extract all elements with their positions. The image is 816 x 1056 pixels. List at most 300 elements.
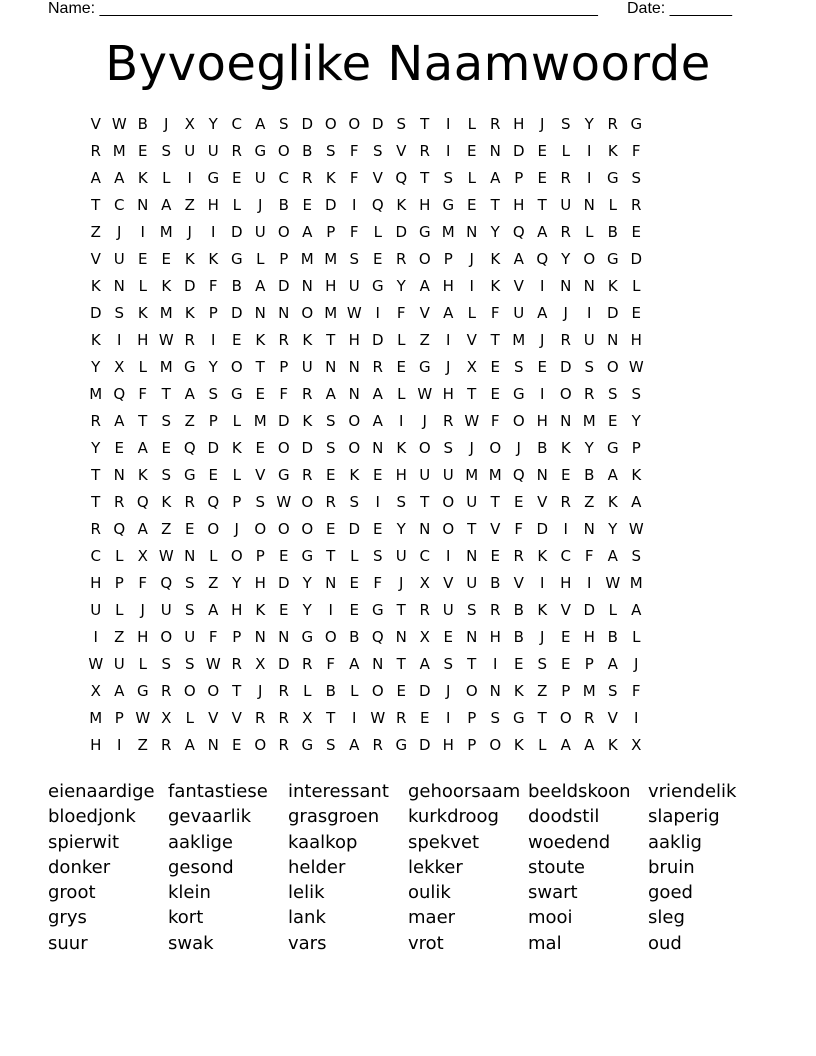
- grid-letter[interactable]: C: [278, 169, 289, 187]
- grid-letter[interactable]: N: [583, 277, 595, 295]
- grid-letter[interactable]: N: [254, 304, 266, 322]
- grid-letter[interactable]: S: [584, 358, 595, 376]
- grid-letter[interactable]: M: [159, 304, 173, 322]
- grid-letter[interactable]: D: [301, 115, 314, 133]
- grid-letter[interactable]: K: [490, 277, 501, 295]
- grid-letter[interactable]: E: [114, 439, 124, 457]
- grid-letter[interactable]: O: [324, 628, 337, 646]
- grid-letter[interactable]: G: [136, 682, 149, 700]
- grid-letter[interactable]: W: [628, 520, 644, 538]
- grid-letter[interactable]: I: [469, 277, 474, 295]
- grid-letter[interactable]: F: [326, 655, 336, 673]
- grid-letter[interactable]: R: [302, 466, 313, 484]
- grid-letter[interactable]: E: [631, 223, 641, 241]
- grid-letter[interactable]: O: [489, 439, 502, 457]
- grid-letter[interactable]: D: [536, 520, 549, 538]
- grid-letter[interactable]: O: [277, 142, 290, 160]
- grid-letter[interactable]: W: [135, 709, 151, 727]
- grid-letter[interactable]: F: [631, 142, 641, 160]
- grid-letter[interactable]: G: [230, 250, 243, 268]
- grid-letter[interactable]: E: [608, 412, 618, 430]
- grid-letter[interactable]: O: [442, 493, 455, 511]
- name-field[interactable]: Name: ________________________________________________________: [48, 0, 598, 17]
- grid-letter[interactable]: D: [371, 331, 384, 349]
- grid-letter[interactable]: A: [607, 466, 618, 484]
- grid-letter[interactable]: T: [467, 520, 477, 538]
- grid-letter[interactable]: R: [372, 736, 383, 754]
- grid-letter[interactable]: L: [303, 682, 312, 700]
- grid-letter[interactable]: P: [208, 412, 218, 430]
- grid-letter[interactable]: E: [349, 574, 359, 592]
- grid-letter[interactable]: A: [325, 385, 336, 403]
- grid-letter[interactable]: L: [350, 547, 359, 565]
- grid-letter[interactable]: H: [513, 115, 525, 133]
- grid-letter[interactable]: P: [114, 574, 124, 592]
- grid-letter[interactable]: S: [607, 385, 618, 403]
- grid-letter[interactable]: E: [443, 628, 453, 646]
- grid-letter[interactable]: H: [231, 601, 243, 619]
- grid-letter[interactable]: S: [184, 574, 195, 592]
- grid-letter[interactable]: O: [301, 520, 314, 538]
- grid-letter[interactable]: L: [232, 412, 241, 430]
- grid-letter[interactable]: Y: [302, 574, 312, 592]
- grid-letter[interactable]: D: [207, 439, 220, 457]
- grid-letter[interactable]: S: [255, 493, 266, 511]
- grid-letter[interactable]: A: [513, 250, 524, 268]
- grid-letter[interactable]: U: [583, 331, 595, 349]
- grid-letter[interactable]: O: [559, 709, 572, 727]
- grid-letter[interactable]: N: [372, 655, 384, 673]
- grid-letter[interactable]: L: [608, 601, 617, 619]
- grid-letter[interactable]: S: [631, 385, 642, 403]
- grid-letter[interactable]: F: [208, 628, 218, 646]
- grid-letter[interactable]: V: [419, 304, 430, 322]
- grid-letter[interactable]: K: [607, 277, 618, 295]
- grid-letter[interactable]: X: [255, 655, 266, 673]
- grid-letter[interactable]: E: [396, 358, 406, 376]
- grid-letter[interactable]: M: [629, 574, 643, 592]
- grid-letter[interactable]: J: [469, 439, 474, 457]
- grid-letter[interactable]: G: [277, 466, 290, 484]
- grid-letter[interactable]: T: [161, 385, 171, 403]
- grid-letter[interactable]: I: [540, 385, 545, 403]
- grid-letter[interactable]: E: [326, 466, 336, 484]
- grid-letter[interactable]: Z: [537, 682, 548, 700]
- grid-letter[interactable]: E: [467, 142, 477, 160]
- grid-letter[interactable]: L: [162, 169, 171, 187]
- grid-letter[interactable]: Y: [91, 358, 101, 376]
- grid-letter[interactable]: U: [301, 358, 313, 376]
- grid-letter[interactable]: A: [114, 682, 125, 700]
- grid-letter[interactable]: M: [582, 682, 596, 700]
- grid-letter[interactable]: H: [90, 736, 102, 754]
- grid-letter[interactable]: M: [89, 709, 103, 727]
- grid-letter[interactable]: G: [183, 466, 196, 484]
- grid-letter[interactable]: Q: [512, 223, 525, 241]
- grid-letter[interactable]: Z: [184, 412, 195, 430]
- grid-letter[interactable]: R: [560, 331, 571, 349]
- grid-letter[interactable]: U: [348, 277, 360, 295]
- grid-letter[interactable]: R: [231, 655, 242, 673]
- grid-letter[interactable]: P: [114, 709, 124, 727]
- grid-letter[interactable]: S: [443, 169, 454, 187]
- grid-letter[interactable]: N: [184, 547, 196, 565]
- grid-letter[interactable]: J: [634, 655, 639, 673]
- grid-letter[interactable]: J: [422, 412, 427, 430]
- grid-letter[interactable]: E: [373, 250, 383, 268]
- grid-letter[interactable]: V: [443, 574, 454, 592]
- grid-letter[interactable]: R: [231, 142, 242, 160]
- grid-letter[interactable]: C: [114, 196, 125, 214]
- grid-letter[interactable]: P: [279, 250, 289, 268]
- grid-letter[interactable]: Y: [91, 439, 101, 457]
- grid-letter[interactable]: L: [115, 601, 124, 619]
- grid-letter[interactable]: K: [302, 412, 313, 430]
- grid-letter[interactable]: A: [90, 169, 101, 187]
- grid-letter[interactable]: R: [90, 142, 101, 160]
- grid-letter[interactable]: P: [584, 655, 594, 673]
- grid-letter[interactable]: F: [490, 412, 500, 430]
- grid-letter[interactable]: P: [443, 250, 453, 268]
- grid-letter[interactable]: A: [255, 277, 266, 295]
- grid-letter[interactable]: L: [373, 223, 382, 241]
- grid-letter[interactable]: W: [370, 709, 386, 727]
- grid-letter[interactable]: S: [490, 709, 501, 727]
- grid-letter[interactable]: R: [114, 493, 125, 511]
- grid-letter[interactable]: C: [419, 547, 430, 565]
- grid-letter[interactable]: S: [537, 655, 548, 673]
- grid-letter[interactable]: Y: [396, 520, 406, 538]
- grid-letter[interactable]: L: [632, 628, 641, 646]
- grid-letter[interactable]: U: [254, 169, 266, 187]
- grid-letter[interactable]: I: [540, 277, 545, 295]
- grid-letter[interactable]: L: [585, 223, 594, 241]
- grid-letter[interactable]: R: [184, 331, 195, 349]
- grid-letter[interactable]: T: [420, 169, 430, 187]
- grid-letter[interactable]: I: [352, 196, 357, 214]
- grid-letter[interactable]: A: [137, 520, 148, 538]
- grid-letter[interactable]: J: [446, 358, 451, 376]
- grid-letter[interactable]: O: [277, 439, 290, 457]
- grid-letter[interactable]: E: [396, 682, 406, 700]
- grid-letter[interactable]: R: [419, 601, 430, 619]
- grid-letter[interactable]: G: [207, 169, 220, 187]
- grid-letter[interactable]: N: [466, 223, 478, 241]
- grid-letter[interactable]: K: [208, 250, 219, 268]
- grid-letter[interactable]: Z: [184, 196, 195, 214]
- grid-letter[interactable]: O: [465, 682, 478, 700]
- grid-letter[interactable]: I: [563, 520, 568, 538]
- grid-letter[interactable]: T: [91, 493, 101, 511]
- grid-letter[interactable]: B: [607, 628, 618, 646]
- grid-letter[interactable]: E: [279, 601, 289, 619]
- grid-letter[interactable]: W: [417, 385, 433, 403]
- grid-letter[interactable]: A: [114, 412, 125, 430]
- grid-letter[interactable]: Y: [584, 115, 594, 133]
- grid-letter[interactable]: N: [301, 277, 313, 295]
- grid-letter[interactable]: K: [607, 493, 618, 511]
- grid-letter[interactable]: S: [161, 466, 172, 484]
- grid-letter[interactable]: K: [349, 466, 360, 484]
- grid-letter[interactable]: A: [631, 493, 642, 511]
- grid-letter[interactable]: O: [324, 115, 337, 133]
- grid-letter[interactable]: Y: [396, 277, 406, 295]
- grid-letter[interactable]: I: [328, 601, 333, 619]
- grid-letter[interactable]: L: [185, 709, 194, 727]
- grid-letter[interactable]: S: [631, 169, 642, 187]
- grid-letter[interactable]: I: [399, 412, 404, 430]
- grid-letter[interactable]: J: [399, 574, 404, 592]
- grid-letter[interactable]: U: [513, 304, 525, 322]
- grid-letter[interactable]: F: [208, 277, 218, 295]
- grid-letter[interactable]: H: [513, 196, 525, 214]
- grid-letter[interactable]: J: [140, 601, 145, 619]
- grid-letter[interactable]: F: [514, 520, 524, 538]
- grid-letter[interactable]: D: [277, 412, 290, 430]
- grid-letter[interactable]: S: [161, 412, 172, 430]
- grid-letter[interactable]: K: [607, 142, 618, 160]
- grid-letter[interactable]: S: [114, 304, 125, 322]
- grid-letter[interactable]: Z: [208, 574, 219, 592]
- grid-letter[interactable]: E: [232, 169, 242, 187]
- grid-letter[interactable]: D: [277, 574, 290, 592]
- grid-letter[interactable]: G: [606, 250, 619, 268]
- grid-letter[interactable]: V: [231, 709, 242, 727]
- grid-letter[interactable]: J: [469, 250, 474, 268]
- grid-letter[interactable]: N: [419, 520, 431, 538]
- grid-letter[interactable]: P: [232, 493, 242, 511]
- grid-letter[interactable]: X: [161, 709, 172, 727]
- grid-letter[interactable]: U: [254, 223, 266, 241]
- grid-letter[interactable]: X: [466, 358, 477, 376]
- grid-letter[interactable]: Q: [113, 385, 126, 403]
- grid-letter[interactable]: A: [537, 304, 548, 322]
- grid-letter[interactable]: L: [138, 358, 147, 376]
- grid-letter[interactable]: O: [160, 628, 173, 646]
- grid-letter[interactable]: G: [301, 736, 314, 754]
- grid-letter[interactable]: A: [208, 601, 219, 619]
- grid-letter[interactable]: R: [419, 142, 430, 160]
- grid-letter[interactable]: A: [537, 223, 548, 241]
- grid-letter[interactable]: S: [208, 385, 219, 403]
- grid-letter[interactable]: G: [230, 385, 243, 403]
- grid-letter[interactable]: I: [587, 169, 592, 187]
- grid-letter[interactable]: M: [300, 250, 314, 268]
- grid-letter[interactable]: Y: [631, 412, 641, 430]
- grid-letter[interactable]: U: [160, 601, 172, 619]
- grid-letter[interactable]: J: [258, 196, 263, 214]
- grid-letter[interactable]: F: [396, 304, 406, 322]
- grid-letter[interactable]: L: [467, 169, 476, 187]
- grid-letter[interactable]: V: [372, 169, 383, 187]
- grid-letter[interactable]: K: [396, 439, 407, 457]
- grid-letter[interactable]: J: [187, 223, 192, 241]
- grid-letter[interactable]: M: [512, 331, 526, 349]
- grid-letter[interactable]: N: [466, 628, 478, 646]
- grid-letter[interactable]: Q: [183, 439, 196, 457]
- grid-letter[interactable]: F: [279, 385, 289, 403]
- grid-letter[interactable]: N: [348, 358, 360, 376]
- grid-letter[interactable]: D: [277, 655, 290, 673]
- grid-letter[interactable]: R: [372, 358, 383, 376]
- grid-letter[interactable]: A: [161, 196, 172, 214]
- grid-letter[interactable]: E: [561, 628, 571, 646]
- grid-letter[interactable]: S: [513, 358, 524, 376]
- grid-letter[interactable]: E: [255, 439, 265, 457]
- grid-letter[interactable]: W: [88, 655, 104, 673]
- grid-letter[interactable]: G: [183, 358, 196, 376]
- grid-letter[interactable]: B: [537, 439, 548, 457]
- grid-letter[interactable]: N: [207, 736, 219, 754]
- grid-letter[interactable]: H: [442, 277, 454, 295]
- grid-letter[interactable]: J: [234, 520, 239, 538]
- grid-letter[interactable]: Q: [371, 196, 384, 214]
- grid-letter[interactable]: E: [232, 736, 242, 754]
- grid-letter[interactable]: O: [348, 412, 361, 430]
- grid-letter[interactable]: Y: [232, 574, 242, 592]
- grid-letter[interactable]: M: [465, 466, 479, 484]
- grid-letter[interactable]: R: [560, 169, 571, 187]
- grid-letter[interactable]: F: [349, 142, 359, 160]
- grid-letter[interactable]: N: [607, 331, 619, 349]
- grid-letter[interactable]: E: [138, 250, 148, 268]
- grid-letter[interactable]: T: [490, 493, 500, 511]
- grid-letter[interactable]: B: [137, 115, 148, 133]
- grid-letter[interactable]: G: [606, 169, 619, 187]
- grid-letter[interactable]: X: [184, 115, 195, 133]
- grid-letter[interactable]: B: [513, 628, 524, 646]
- grid-letter[interactable]: I: [375, 304, 380, 322]
- grid-letter[interactable]: W: [605, 574, 621, 592]
- grid-letter[interactable]: M: [159, 223, 173, 241]
- grid-letter[interactable]: R: [560, 493, 571, 511]
- grid-letter[interactable]: K: [137, 466, 148, 484]
- grid-letter[interactable]: B: [607, 223, 618, 241]
- grid-letter[interactable]: O: [230, 547, 243, 565]
- grid-letter[interactable]: S: [396, 493, 407, 511]
- grid-letter[interactable]: H: [536, 412, 548, 430]
- grid-letter[interactable]: Q: [512, 466, 525, 484]
- grid-letter[interactable]: K: [255, 331, 266, 349]
- grid-letter[interactable]: O: [418, 250, 431, 268]
- grid-letter[interactable]: R: [278, 682, 289, 700]
- grid-letter[interactable]: Q: [207, 493, 220, 511]
- grid-letter[interactable]: T: [326, 547, 336, 565]
- grid-letter[interactable]: O: [207, 682, 220, 700]
- grid-letter[interactable]: J: [540, 628, 545, 646]
- grid-letter[interactable]: V: [90, 115, 101, 133]
- grid-letter[interactable]: K: [137, 169, 148, 187]
- grid-letter[interactable]: T: [420, 115, 430, 133]
- grid-letter[interactable]: A: [631, 601, 642, 619]
- grid-letter[interactable]: U: [184, 628, 196, 646]
- grid-letter[interactable]: R: [161, 682, 172, 700]
- grid-letter[interactable]: J: [516, 439, 521, 457]
- grid-letter[interactable]: J: [446, 682, 451, 700]
- grid-letter[interactable]: K: [184, 304, 195, 322]
- grid-letter[interactable]: T: [232, 682, 242, 700]
- grid-letter[interactable]: E: [514, 655, 524, 673]
- grid-letter[interactable]: R: [184, 493, 195, 511]
- grid-letter[interactable]: B: [490, 574, 501, 592]
- grid-letter[interactable]: D: [89, 304, 102, 322]
- grid-letter[interactable]: K: [537, 547, 548, 565]
- grid-letter[interactable]: Z: [114, 628, 125, 646]
- grid-letter[interactable]: N: [466, 547, 478, 565]
- grid-letter[interactable]: S: [325, 142, 336, 160]
- grid-letter[interactable]: U: [90, 601, 102, 619]
- grid-letter[interactable]: L: [561, 142, 570, 160]
- grid-letter[interactable]: A: [419, 277, 430, 295]
- grid-letter[interactable]: R: [584, 385, 595, 403]
- grid-letter[interactable]: M: [582, 412, 596, 430]
- grid-letter[interactable]: N: [489, 142, 501, 160]
- grid-letter[interactable]: Y: [584, 439, 594, 457]
- grid-letter[interactable]: N: [254, 628, 266, 646]
- grid-letter[interactable]: K: [513, 736, 524, 754]
- grid-letter[interactable]: V: [513, 574, 524, 592]
- grid-letter[interactable]: O: [301, 493, 314, 511]
- grid-letter[interactable]: A: [114, 169, 125, 187]
- grid-letter[interactable]: S: [396, 115, 407, 133]
- grid-letter[interactable]: R: [490, 601, 501, 619]
- grid-letter[interactable]: L: [350, 682, 359, 700]
- grid-letter[interactable]: O: [183, 682, 196, 700]
- grid-letter[interactable]: N: [113, 277, 125, 295]
- grid-letter[interactable]: O: [489, 736, 502, 754]
- grid-letter[interactable]: R: [278, 331, 289, 349]
- grid-letter[interactable]: D: [418, 682, 431, 700]
- grid-letter[interactable]: M: [324, 304, 338, 322]
- grid-letter[interactable]: I: [211, 331, 216, 349]
- grid-letter[interactable]: K: [255, 601, 266, 619]
- grid-letter[interactable]: N: [489, 682, 501, 700]
- grid-letter[interactable]: G: [418, 223, 431, 241]
- grid-letter[interactable]: E: [373, 466, 383, 484]
- grid-letter[interactable]: M: [159, 358, 173, 376]
- grid-letter[interactable]: N: [372, 439, 384, 457]
- date-field[interactable]: Date: _______: [627, 0, 732, 17]
- grid-letter[interactable]: S: [372, 547, 383, 565]
- grid-letter[interactable]: L: [467, 115, 476, 133]
- grid-letter[interactable]: L: [397, 385, 406, 403]
- grid-letter[interactable]: K: [90, 331, 101, 349]
- grid-letter[interactable]: X: [419, 574, 430, 592]
- grid-letter[interactable]: C: [231, 115, 242, 133]
- grid-letter[interactable]: G: [395, 736, 408, 754]
- grid-letter[interactable]: J: [258, 682, 263, 700]
- grid-letter[interactable]: O: [442, 520, 455, 538]
- grid-letter[interactable]: E: [373, 520, 383, 538]
- grid-letter[interactable]: Z: [584, 493, 595, 511]
- grid-letter[interactable]: V: [513, 277, 524, 295]
- grid-letter[interactable]: A: [584, 736, 595, 754]
- grid-letter[interactable]: R: [443, 412, 454, 430]
- grid-letter[interactable]: E: [490, 547, 500, 565]
- grid-letter[interactable]: E: [185, 520, 195, 538]
- grid-letter[interactable]: E: [537, 169, 547, 187]
- grid-letter[interactable]: A: [443, 304, 454, 322]
- grid-letter[interactable]: X: [302, 709, 313, 727]
- grid-letter[interactable]: F: [349, 223, 359, 241]
- grid-letter[interactable]: E: [349, 601, 359, 619]
- grid-letter[interactable]: R: [278, 709, 289, 727]
- grid-letter[interactable]: O: [207, 520, 220, 538]
- grid-letter[interactable]: H: [254, 574, 266, 592]
- grid-letter[interactable]: N: [137, 196, 149, 214]
- grid-letter[interactable]: B: [349, 628, 360, 646]
- grid-letter[interactable]: F: [138, 574, 148, 592]
